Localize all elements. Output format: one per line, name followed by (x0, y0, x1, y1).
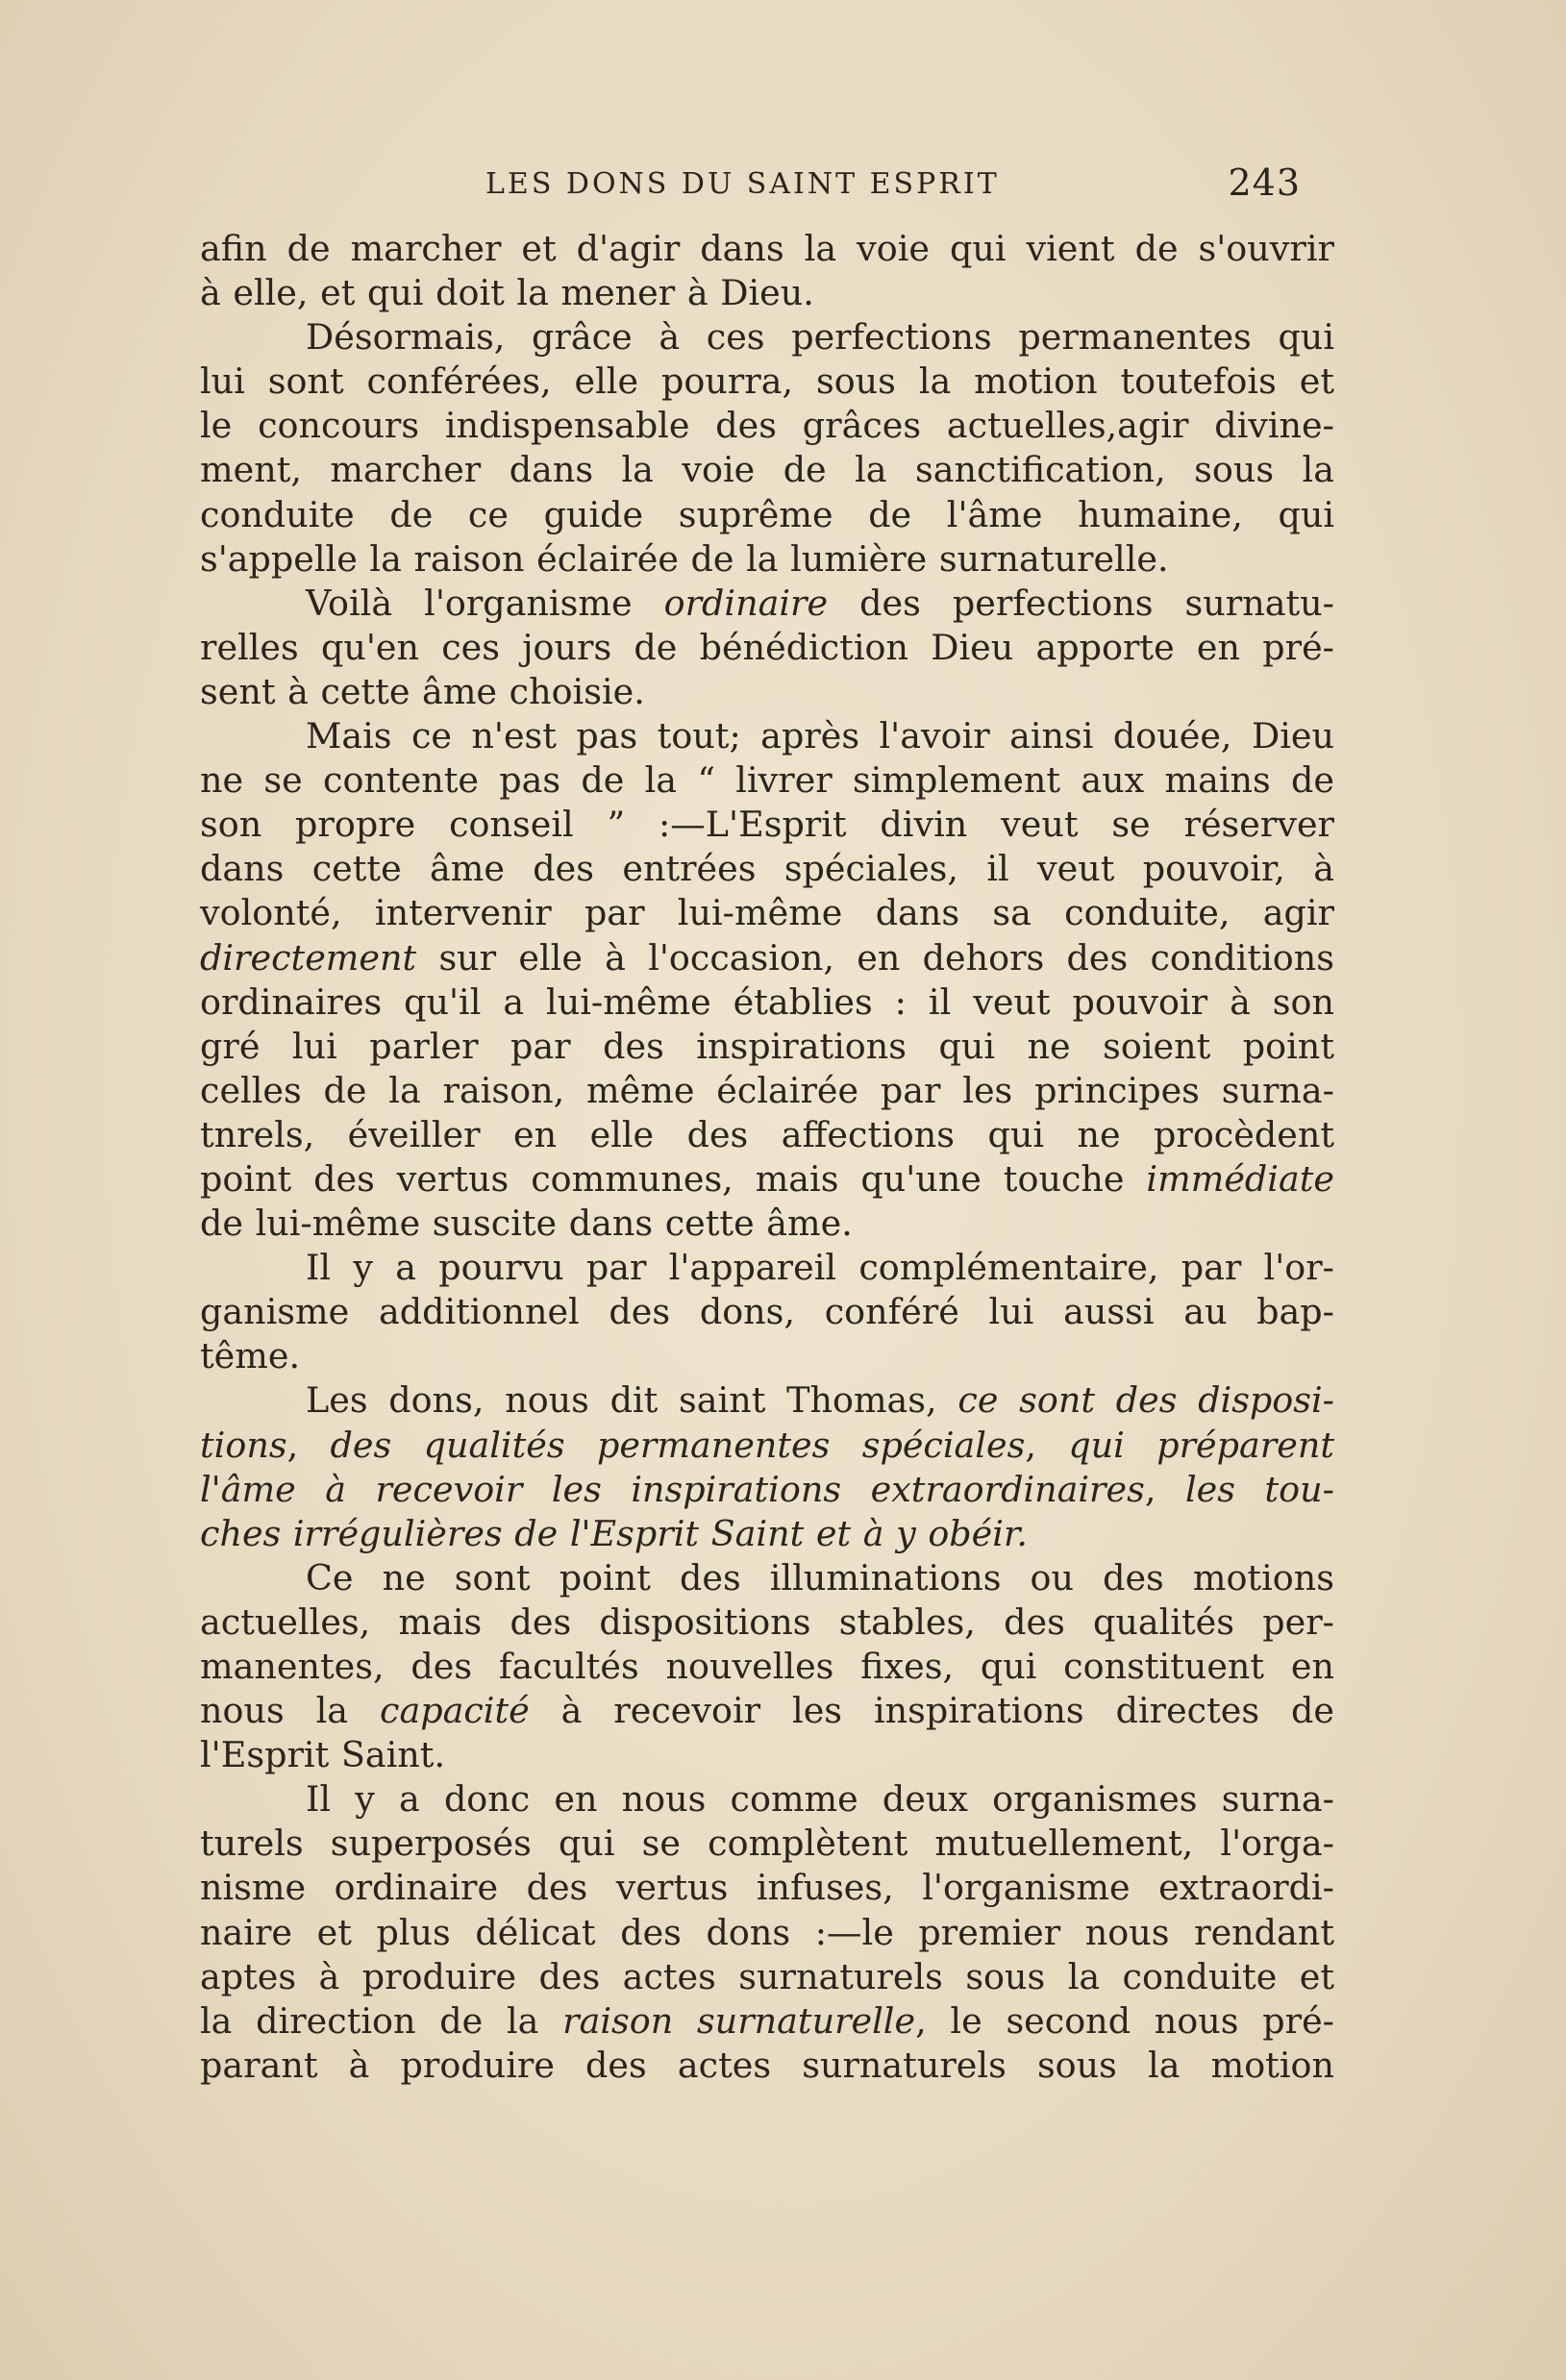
text-line (200, 448, 1334, 492)
text-run: ment, marcher dans la voie de la sanctification, sous la (200, 449, 1334, 491)
text-run: lui sont conférées, elle pourra, sous la motion toutefois et (200, 360, 1334, 403)
text-line (200, 1822, 1334, 1866)
text-run: manentes, des facultés nouvelles fixes, qui constituent en (200, 1646, 1334, 1687)
text-run: ordinaires qu'il a lui-même établies : il veut pouvoir à son (200, 980, 1334, 1023)
text-line (200, 493, 1334, 537)
text-line (200, 1777, 1334, 1822)
text-run: des perfections surnatu- (828, 582, 1334, 624)
page-number: 243 (1228, 161, 1301, 204)
text-line (200, 1202, 1334, 1246)
text-run: point des vertus communes, mais qu'une touche (200, 1157, 1147, 1200)
text-run: Voilà l'organisme (306, 582, 664, 624)
text-run: aptes à produire des actes surnaturels sous la conduite et (200, 1955, 1334, 1997)
text-line (200, 1999, 1334, 2044)
text-line (200, 1157, 1334, 1202)
text-line (200, 271, 1334, 315)
text-line (200, 315, 1334, 359)
text-line (200, 626, 1334, 670)
text-run: à recevoir les inspirations directes de (529, 1690, 1334, 1732)
text-line (200, 1468, 1334, 1512)
text-run: s'appelle la raison éclairée de la lumière surnaturelle. (200, 537, 1169, 580)
text-line (200, 670, 1334, 714)
text-line (200, 1689, 1334, 1733)
text-run: turels superposés qui se complètent mutuellement, l'orga- (200, 1822, 1334, 1865)
text-run: nisme ordinaire des vertus infuses, l'organisme extraordi- (200, 1867, 1334, 1909)
text-line (200, 1645, 1334, 1689)
italic-run: des qualités permanentes spéciales (330, 1424, 1026, 1466)
text-run: gré lui parler par des inspirations qui ne soient point (200, 1025, 1334, 1067)
text-line (200, 1556, 1334, 1600)
text-line (200, 582, 1334, 626)
text-line (200, 2044, 1334, 2088)
text-run: ganisme additionnel des dons, conféré lui aussi au bap- (200, 1291, 1334, 1333)
text-line (200, 1424, 1334, 1468)
text-line (200, 227, 1334, 271)
text-run: Il y a pourvu par l'appareil complémentaire, par l'or- (306, 1247, 1334, 1289)
text-run: , (1025, 1424, 1069, 1466)
text-line (200, 1733, 1334, 1777)
text-run: volonté, intervenir par lui-même dans sa conduite, agir (200, 892, 1334, 934)
text-run: Il y a donc en nous comme deux organismes surna- (306, 1778, 1334, 1821)
text-run: sent à cette âme choisie. (200, 670, 645, 712)
text-run: Mais ce n'est pas tout; après l'avoir ainsi douée, Dieu (306, 715, 1334, 757)
italic-run: l'âme à recevoir les inspirations extraordinaires (200, 1468, 1145, 1510)
text-line (200, 1512, 1334, 1556)
text-run: Les dons, nous dit saint Thomas, (306, 1379, 958, 1422)
italic-run: les tou- (1184, 1468, 1334, 1510)
italic-run: directement (200, 936, 417, 979)
text-line (200, 1334, 1334, 1378)
text-line (200, 714, 1334, 758)
text-line (200, 758, 1334, 803)
text-run: Désormais, grâce à ces perfections permanentes qui (306, 316, 1334, 359)
text-run: conduite de ce guide suprême de l'âme humaine, qui (200, 493, 1334, 535)
text-run: parant à produire des actes surnaturels sous la motion (200, 2044, 1334, 2086)
text-run: Ce ne sont point des illuminations ou des motions (306, 1556, 1334, 1599)
text-run: , (286, 1424, 331, 1466)
running-title: LES DONS DU SAINT ESPRIT (485, 167, 1000, 201)
text-line (200, 1955, 1334, 1999)
text-run: le concours indispensable des grâces actuelles,agir divine- (200, 405, 1334, 447)
italic-run: ce sont des disposi- (957, 1379, 1334, 1422)
italic-run: qui préparent (1068, 1424, 1334, 1466)
italic-run: capacité (380, 1690, 530, 1732)
italic-run: tions (200, 1424, 287, 1466)
text-run: , le second nous pré- (915, 1999, 1334, 2042)
text-line (200, 1113, 1334, 1157)
text-line (200, 803, 1334, 847)
text-line (200, 847, 1334, 891)
text-run: l'Esprit Saint. (200, 1734, 446, 1776)
text-line (200, 537, 1334, 582)
text-line (200, 980, 1334, 1025)
text-run: celles de la raison, même éclairée par les principes surna- (200, 1069, 1334, 1111)
text-line (200, 359, 1334, 404)
text-run: la direction de la (200, 1999, 563, 2042)
text-run: dans cette âme des entrées spéciales, il veut pouvoir, à (200, 848, 1334, 890)
text-run: ne se contente pas de la “ livrer simplement aux mains de (200, 759, 1334, 802)
italic-run: raison surnaturelle (562, 1999, 916, 2042)
text-run: son propre conseil ” :—L'Esprit divin veut se réserver (200, 804, 1334, 846)
running-head (485, 161, 1312, 208)
text-line (200, 1025, 1334, 1069)
text-run: nous la (200, 1690, 380, 1732)
text-run: relles qu'en ces jours de bénédiction Dieu apporte en pré- (200, 626, 1334, 668)
italic-run: ches irrégulières de l'Esprit Saint et à y obéir. (200, 1512, 1028, 1554)
text-run: afin de marcher et d'agir dans la voie qui vient de s'ouvrir (200, 228, 1334, 269)
text-line (200, 1600, 1334, 1645)
text-run: tême. (200, 1335, 301, 1377)
text-line (200, 1866, 1334, 1910)
text-run: de lui-même suscite dans cette âme. (200, 1202, 853, 1245)
italic-run: immédiate (1146, 1157, 1334, 1200)
text-run: sur elle à l'occasion, en dehors des conditions (416, 936, 1334, 979)
text-line (200, 1911, 1334, 1955)
text-run: à elle, et qui doit la mener à Dieu. (200, 272, 814, 314)
text-line (200, 1378, 1334, 1423)
text-run: , (1144, 1468, 1185, 1510)
text-line (200, 936, 1334, 980)
text-run: actuelles, mais des dispositions stables, des qualités per- (200, 1600, 1334, 1643)
text-line (200, 404, 1334, 448)
italic-run: ordinaire (663, 582, 829, 624)
body-text (200, 227, 1334, 2088)
text-line (200, 1069, 1334, 1113)
text-line (200, 891, 1334, 935)
text-run: naire et plus délicat des dons :—le premier nous rendant (200, 1911, 1334, 1953)
text-run: tnrels, éveiller en elle des affections qui ne procèdent (200, 1113, 1334, 1155)
text-line (200, 1290, 1334, 1334)
text-line (200, 1246, 1334, 1290)
